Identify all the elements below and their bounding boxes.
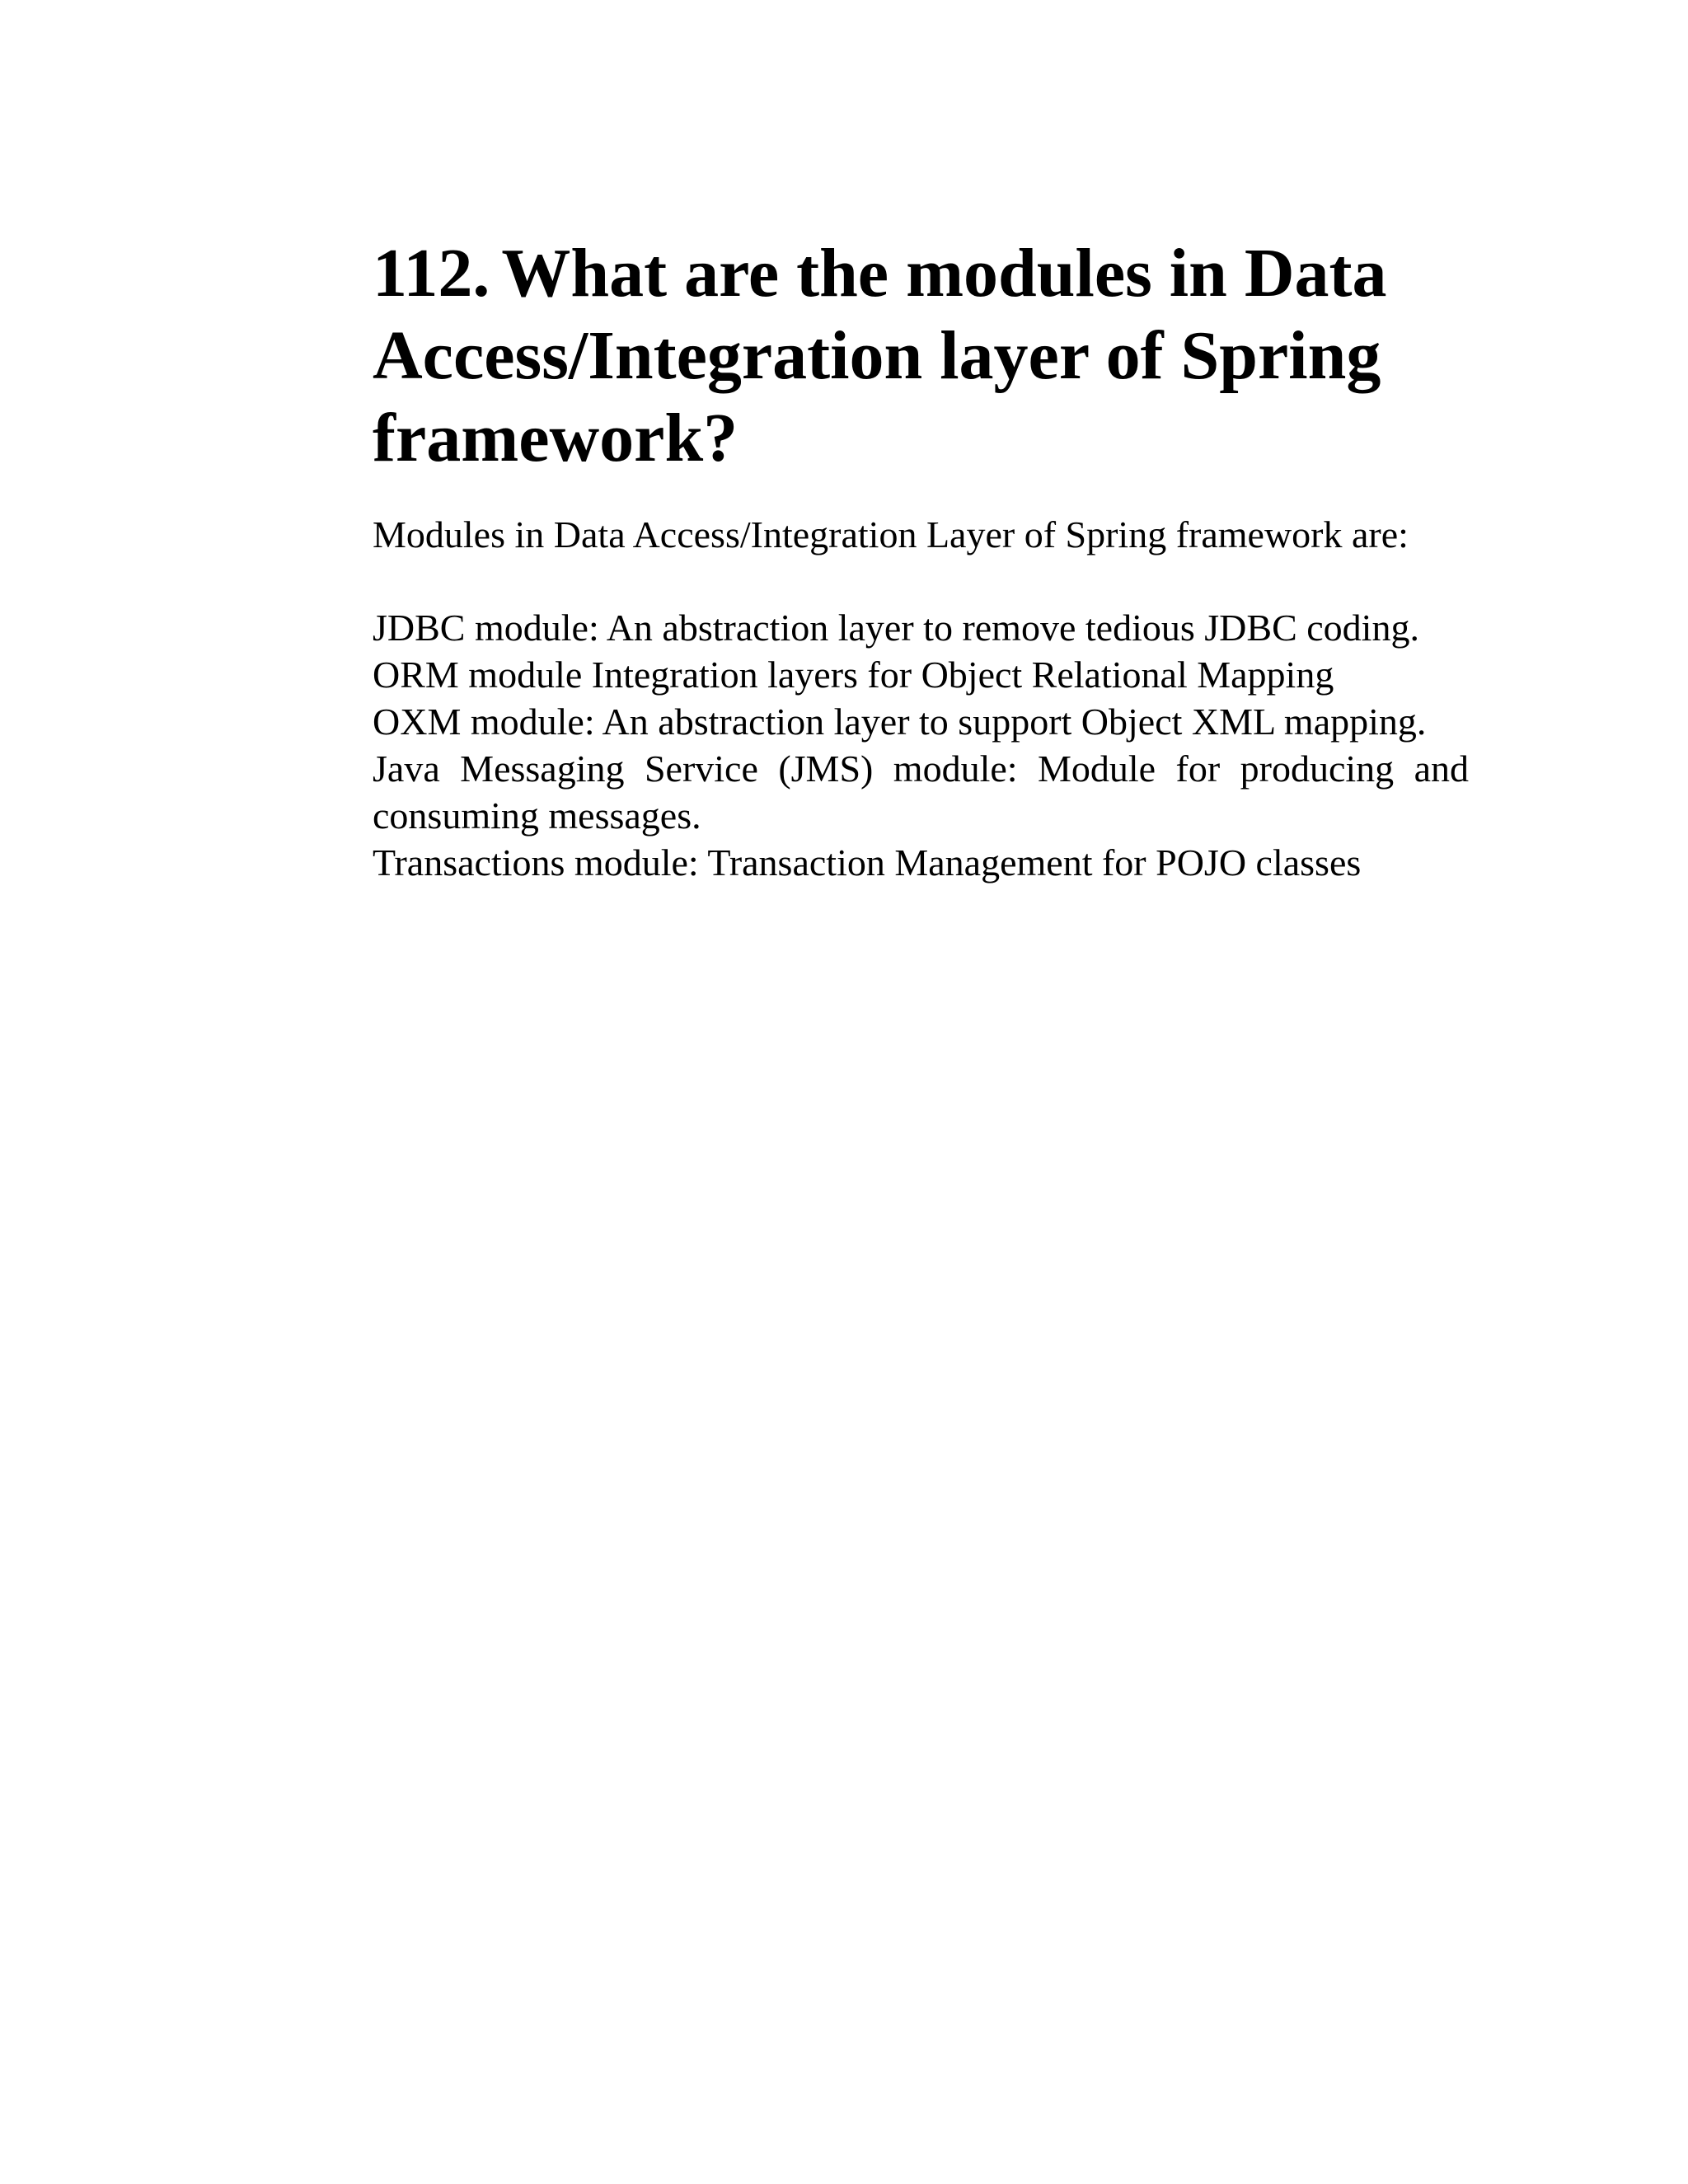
question-number: 112. xyxy=(373,235,490,312)
module-item-jdbc: JDBC module: An abstraction layer to remove tedious JDBC coding. xyxy=(373,607,1419,649)
module-item-oxm: OXM module: An abstraction layer to support Object XML mapping. xyxy=(373,701,1427,743)
intro-paragraph: Modules in Data Access/Integration Layer of Spring framework are: xyxy=(373,513,1409,555)
page-content xyxy=(373,232,1469,886)
question-title: What are the modules in Data Access/Integration layer of Spring framework? xyxy=(373,235,1387,476)
module-list xyxy=(373,604,1469,886)
module-item-orm: ORM module Integration layers for Object Relational Mapping xyxy=(373,654,1334,696)
module-item-jms: Java Messaging Service (JMS) module: Module for producing and consuming messages. xyxy=(373,748,1469,837)
question-heading xyxy=(373,232,1469,480)
module-item-transactions: Transactions module: Transaction Management for POJO classes xyxy=(373,841,1362,883)
